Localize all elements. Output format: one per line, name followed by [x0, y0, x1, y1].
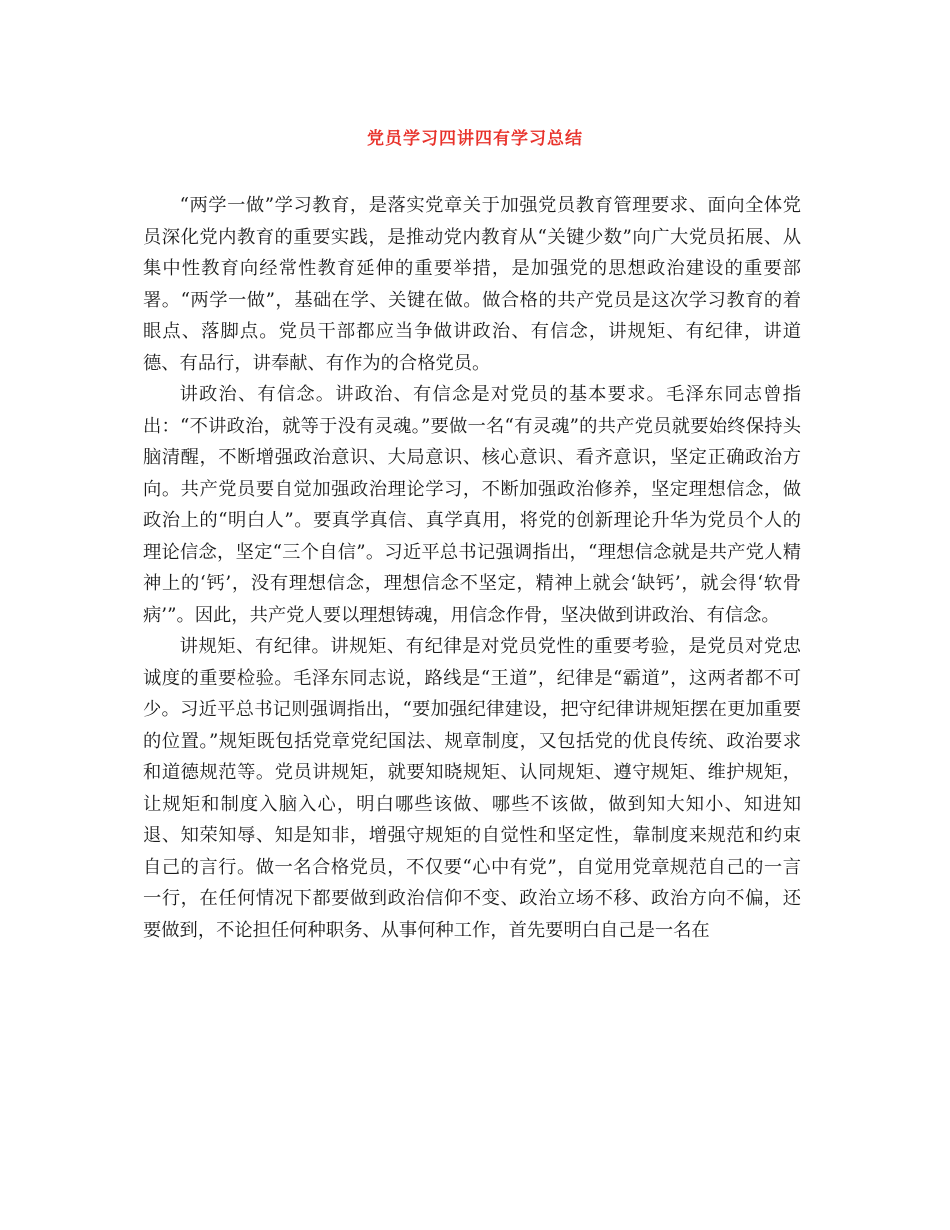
- paragraph-rules-discipline: 讲规矩、有纪律。讲规矩、有纪律是对党员党性的重要考验，是党员对党忠诚度的重要检验。毛泽东同志说，路线是“王道”，纪律是“霸道”，这两者都不可少。习近平总书记则强调指出，“要加强纪律建设，把守纪律讲规矩摆在更加重要的位置。”规矩既包括党章党纪国法、规章制度，又包括党的优良传统、政治要求和道德规范等。党员讲规矩，就要知晓规矩、认同规矩、遵守规矩、维护规矩，让规矩和制度入脑入心，明白哪些该做、哪些不该做，做到知大知小、知进知退、知荣知辱、知是知非，增强守规矩的自觉性和坚定性，靠制度来规范和约束自己的言行。做一名合格党员，不仅要“心中有党”，自觉用党章规范自己的一言一行，在任何情况下都要做到政治信仰不变、政治立场不移、政治方向不偏，还要做到，不论担任何种职务、从事何种工作，首先要明白自己是一名在: [143, 636, 801, 941]
- paragraph-intro: “两学一做”学习教育，是落实党章关于加强党员教育管理要求、面向全体党员深化党内教育的重要实践，是推动党内教育从“关键少数”向广大党员拓展、从集中性教育向经常性教育延伸的重要举措，是加强党的思想政治建设的重要部署。“两学一做”，基础在学、关键在做。做合格的共产党员是这次学习教育的着眼点、落脚点。党员干部都应当争做讲政治、有信念，讲规矩、有纪律，讲道德、有品行，讲奉献、有作为的合格党员。: [143, 195, 801, 374]
- document-body: [143, 190, 801, 946]
- paragraph-politics-belief: 讲政治、有信念。讲政治、有信念是对党员的基本要求。毛泽东同志曾指出：“不讲政治，就等于没有灵魂。”要做一名“有灵魂”的共产党员就要始终保持头脑清醒，不断增强政治意识、大局意识、核心意识、看齐意识，坚定正确政治方向。共产党员要自觉加强政治理论学习，不断加强政治修养，坚定理想信念，做政治上的“明白人”。要真学真信、真学真用，将党的创新理论升华为党员个人的理论信念，坚定“三个自信”。习近平总书记强调指出，“理想信念就是共产党人精神上的‘钙’，没有理想信念，理想信念不坚定，精神上就会‘缺钙’，就会得‘软骨病’”。因此，共产党人要以理想铸魂，用信念作骨，坚决做到讲政治、有信念。: [143, 384, 801, 626]
- document-title: 党员学习四讲四有学习总结: [367, 129, 583, 149]
